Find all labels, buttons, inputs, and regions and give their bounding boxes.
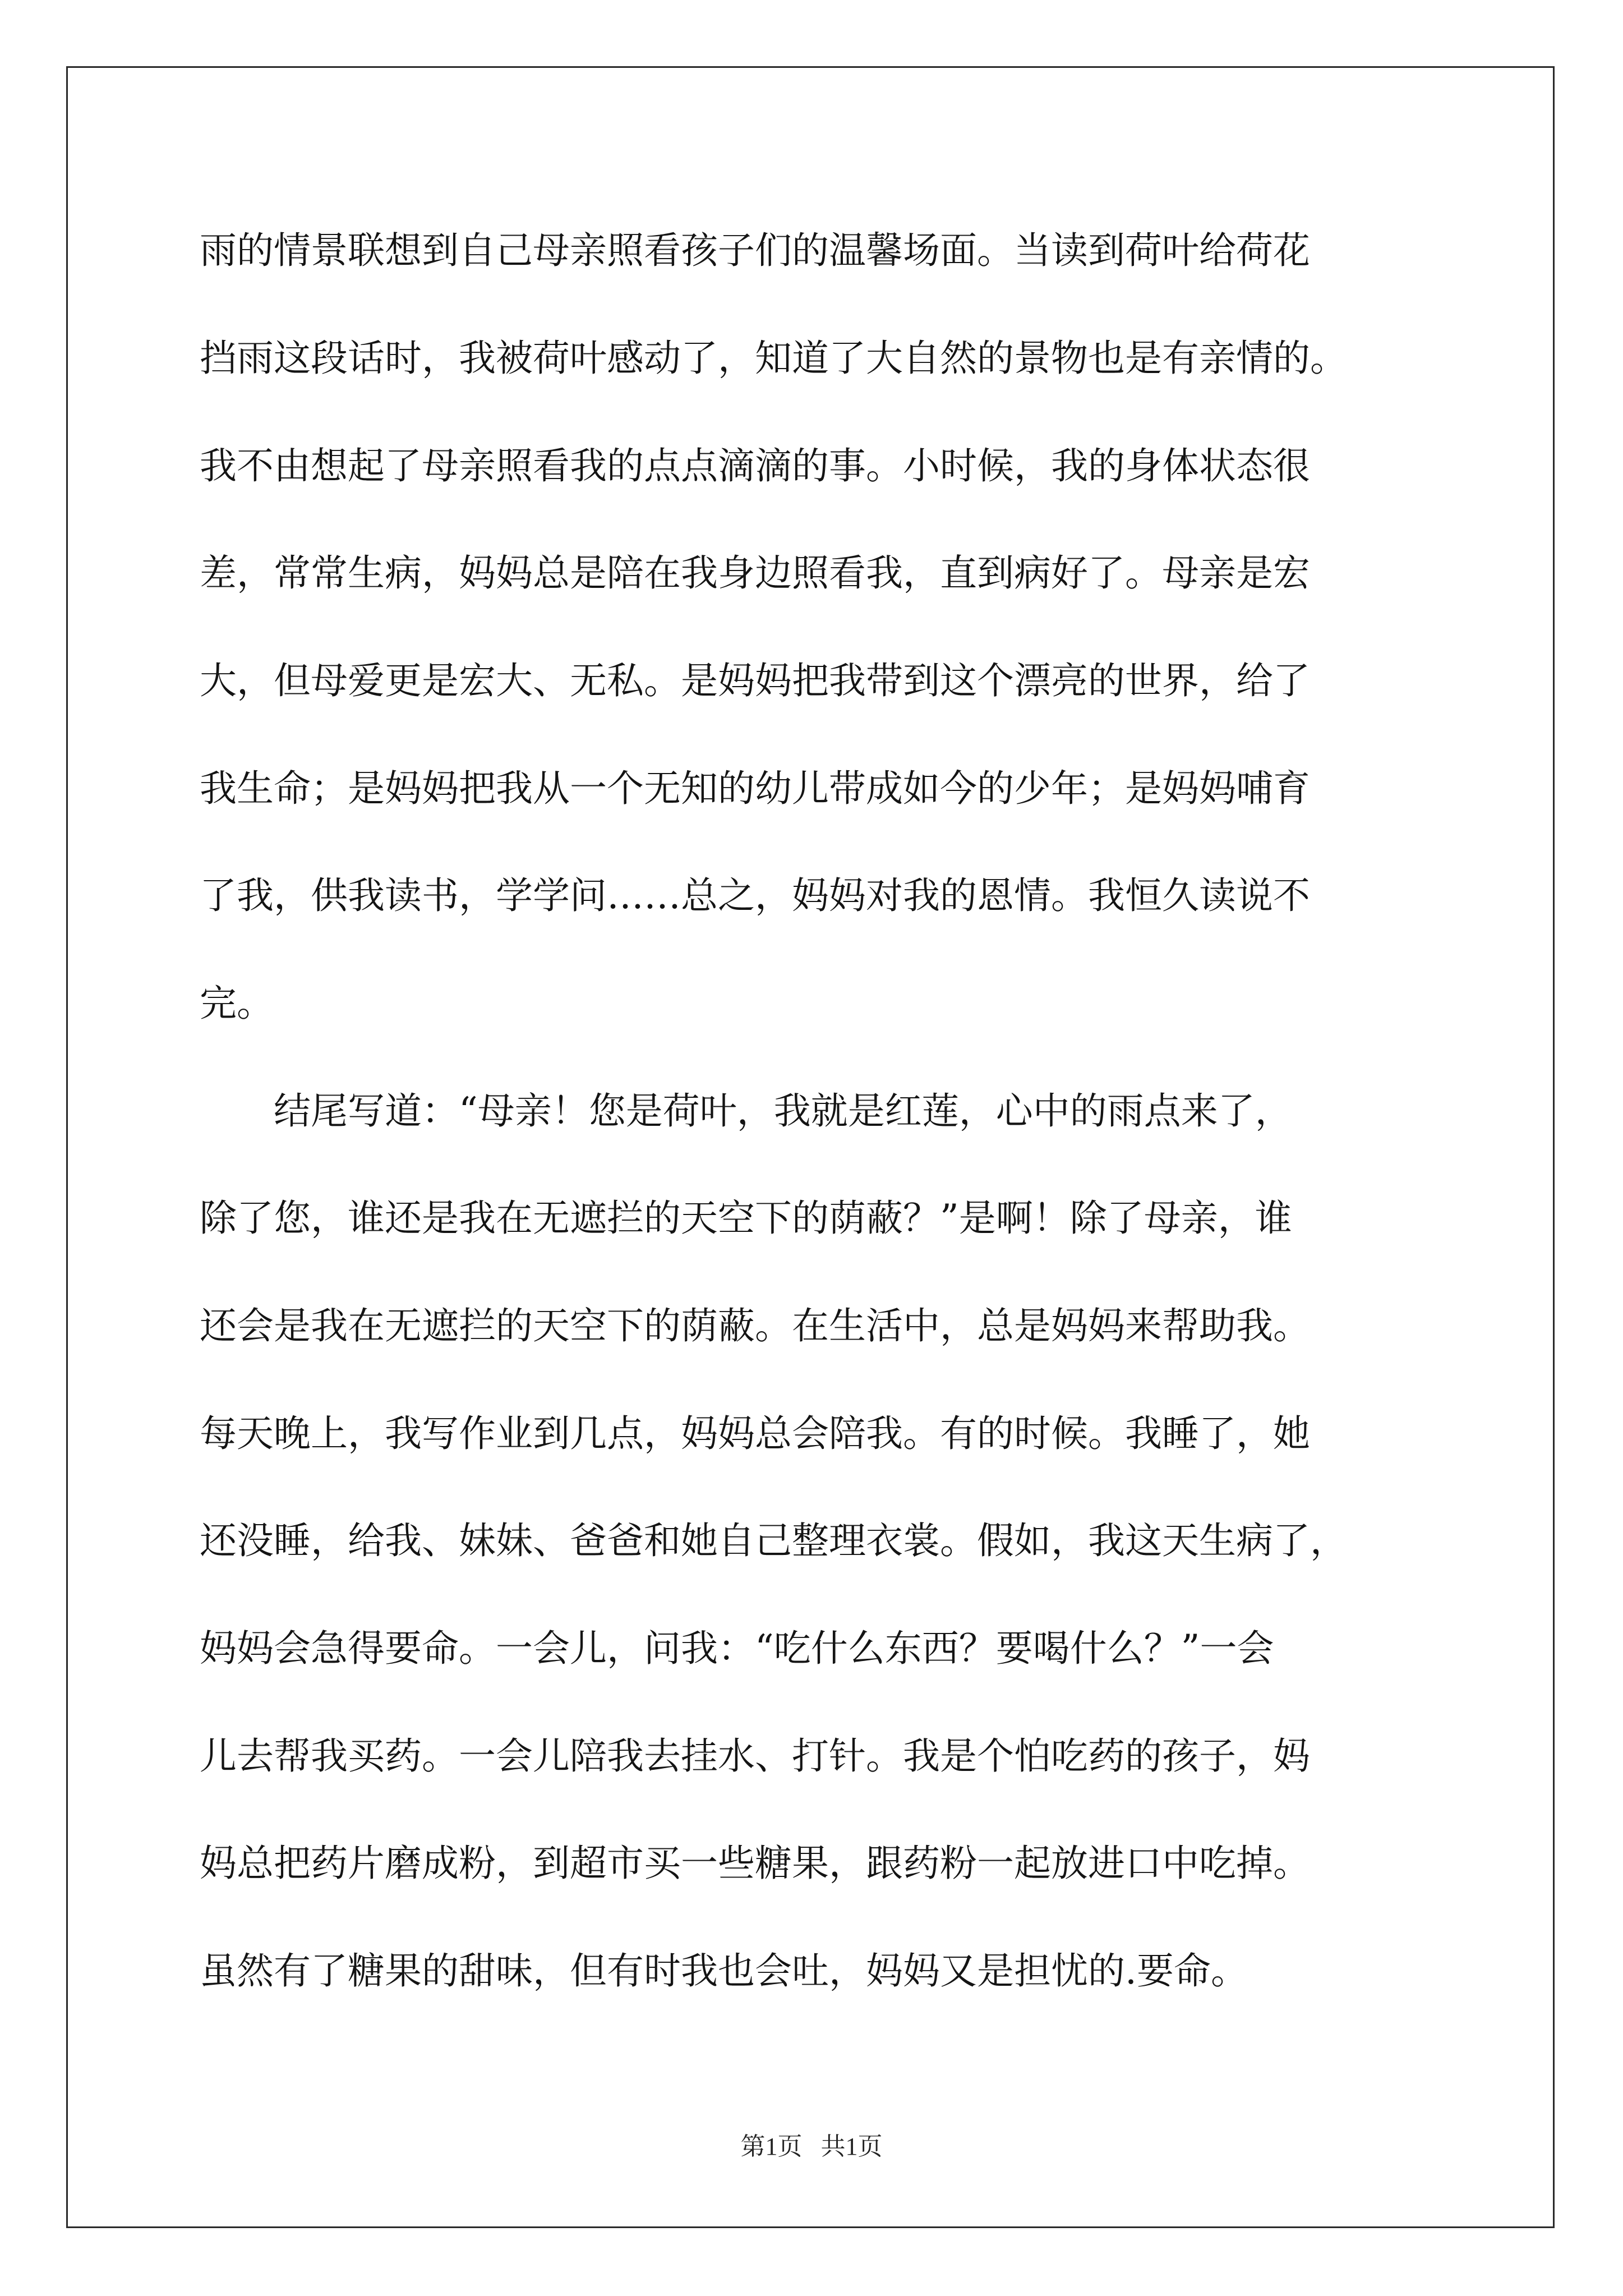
text-line: 大，但母爱更是宏大、无私。是妈妈把我带到这个漂亮的世界，给了 — [200, 659, 1310, 702]
text-line: 虽然有了糖果的甜味，但有时我也会吐，妈妈又是担忧的.要命。 — [200, 1949, 1248, 1993]
text-line: 还会是我在无遮拦的天空下的荫蔽。在生活中，总是妈妈来帮助我。 — [200, 1304, 1310, 1347]
text-line: 除了您，谁还是我在无遮拦的天空下的荫蔽？”是啊！除了母亲，谁 — [200, 1197, 1292, 1240]
text-line: 结尾写道：“母亲！您是荷叶，我就是红莲，心中的雨点来了， — [200, 1089, 1292, 1133]
page-number-footer: 第1页 共1页 — [740, 2133, 883, 2160]
text-line: 我生命；是妈妈把我从一个无知的幼儿带成如今的少年；是妈妈哺育 — [200, 767, 1310, 810]
text-line: 妈妈会急得要命。一会儿，问我：“吃什么东西？要喝什么？”一会 — [200, 1627, 1274, 1670]
text-line: 我不由想起了母亲照看我的点点滴滴的事。小时候，我的身体状态很 — [200, 444, 1310, 487]
text-line: 还没睡，给我、妹妹、爸爸和她自己整理衣裳。假如，我这天生病了， — [200, 1519, 1347, 1562]
text-line: 儿去帮我买药。一会儿陪我去挂水、打针。我是个怕吃药的孩子，妈 — [200, 1734, 1310, 1778]
text-line: 差，常常生病，妈妈总是陪在我身边照看我，直到病好了。母亲是宏 — [200, 551, 1310, 595]
text-line: 雨的情景联想到自己母亲照看孩子们的温馨场面。当读到荷叶给荷花 — [200, 229, 1310, 272]
text-line: 妈总把药片磨成粉，到超市买一些糖果，跟药粉一起放进口中吃掉。 — [200, 1842, 1310, 1885]
text-line: 挡雨这段话时，我被荷叶感动了，知道了大自然的景物也是有亲情的。 — [200, 337, 1347, 380]
text-line: 了我，供我读书，学学问……总之，妈妈对我的恩情。我恒久读说不 — [200, 874, 1310, 917]
text-line: 完。 — [200, 982, 274, 1025]
text-line: 每天晚上，我写作业到几点，妈妈总会陪我。有的时候。我睡了，她 — [200, 1412, 1310, 1455]
